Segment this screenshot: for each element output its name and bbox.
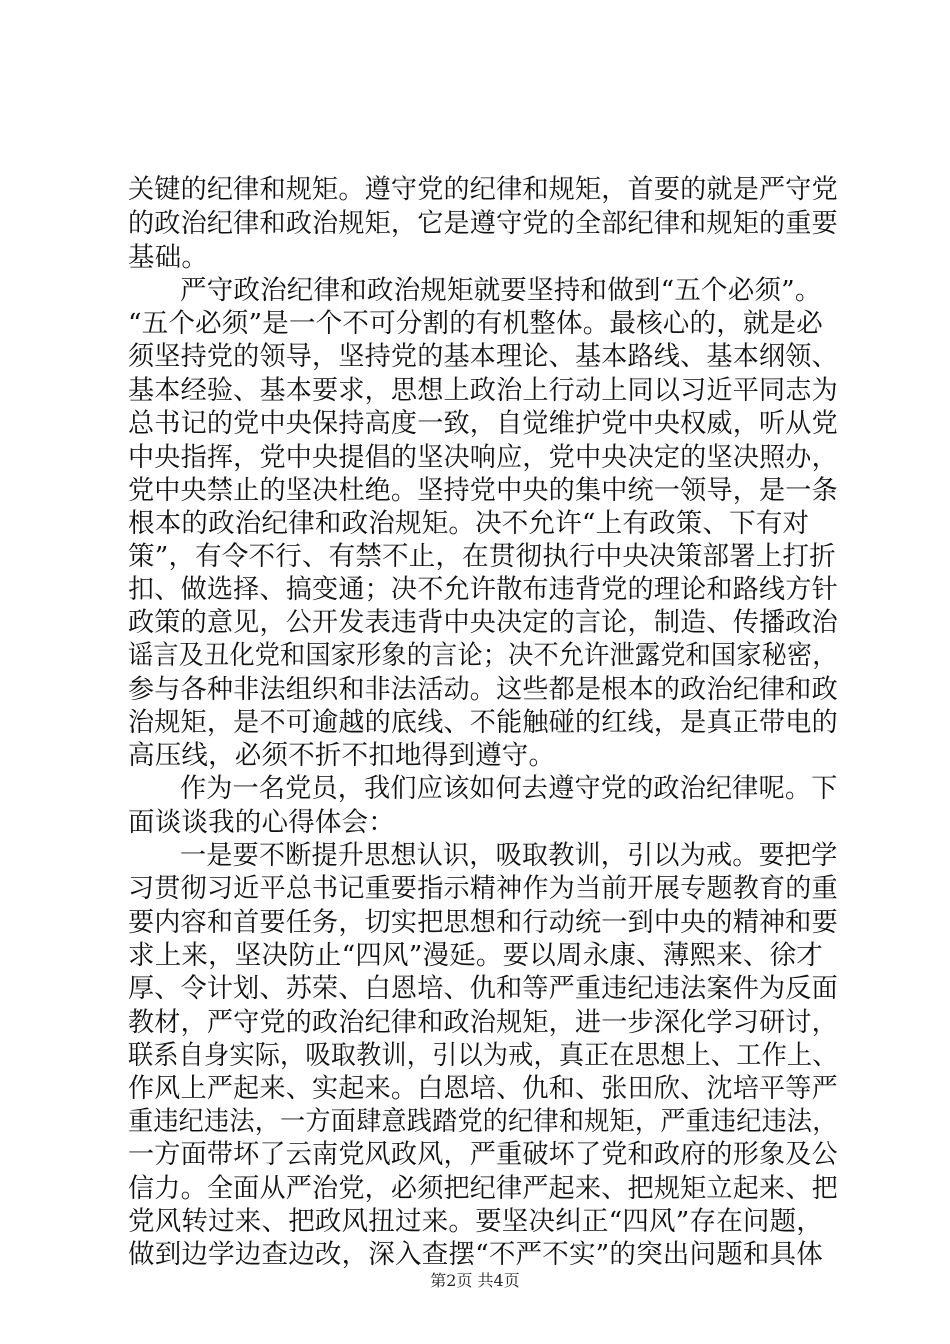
text-line: 党风转过来、把政风扭过来。要坚决纠正“四风”存在问题， (128, 1206, 823, 1237)
paragraph-start-line: 一是要不断提升思想认识，吸取教训，引以为戒。要把学 (180, 840, 838, 871)
text-line: 联系自身实际，吸取教训，引以为戒，真正在思想上、工作上、 (128, 1040, 838, 1071)
text-line: 谣言及丑化党和国家形象的言论；决不允许泄露党和国家秘密， (128, 640, 838, 671)
text-line: 扣、做选择、搞变通；决不允许散布违背党的理论和路线方针 (128, 574, 838, 605)
page-number-footer: 第2页 共4页 (430, 1271, 520, 1290)
paragraph-start-line: 作为一名党员，我们应该如何去遵守党的政治纪律呢。下 (180, 773, 838, 804)
text-line: 总书记的党中央保持高度一致，自觉维护党中央权威，听从党 (128, 408, 838, 439)
text-line: 习贯彻习近平总书记重要指示精神作为当前开展专题教育的重 (128, 873, 838, 904)
text-line: 厚、令计划、苏荣、白恩培、仇和等严重违纪违法案件为反面 (128, 973, 838, 1004)
text-line: 策”，有令不行、有禁不止，在贯彻执行中央决策部署上打折 (128, 541, 836, 572)
paragraph-start-line: 严守政治纪律和政治规矩就要坚持和做到“五个必须”。 (180, 275, 822, 306)
text-line: 政策的意见，公开发表违背中央决定的言论，制造、传播政治 (128, 607, 838, 638)
text-line: 重违纪违法，一方面肆意践踏党的纪律和规矩，严重违纪违法， (128, 1106, 838, 1137)
text-line: 基本经验、基本要求，思想上政治上行动上同以习近平同志为 (128, 375, 838, 406)
text-line: 根本的政治纪律和政治规矩。决不允许“上有政策、下有对 (128, 508, 810, 539)
text-line: 教材，严守党的政治纪律和政治规矩，进一步深化学习研讨， (128, 1007, 838, 1038)
text-line: 党中央禁止的坚决杜绝。坚持党中央的集中统一领导，是一条 (128, 475, 838, 506)
text-line: 关键的纪律和规矩。遵守党的纪律和规矩，首要的就是严守党 (128, 174, 838, 205)
text-line: 信力。全面从严治党，必须把纪律严起来、把规矩立起来、把 (128, 1173, 838, 1204)
text-line: 求上来，坚决防止“四风”漫延。要以周永康、薄熙来、徐才 (128, 940, 823, 971)
text-line: 须坚持党的领导，坚持党的基本理论、基本路线、基本纲领、 (128, 341, 838, 372)
text-line: 做到边学边查边改，深入查摆“不严不实”的突出问题和具体 (128, 1239, 823, 1270)
text-line: 面谈谈我的心得体会： (128, 807, 395, 838)
text-line: 高压线，必须不折不扣地得到遵守。 (128, 740, 556, 771)
text-line: 基础。 (128, 242, 209, 273)
text-line: 参与各种非法组织和非法活动。这些都是根本的政治纪律和政 (128, 674, 838, 705)
text-line: 治规矩，是不可逾越的底线、不能触碰的红线，是真正带电的 (128, 707, 838, 738)
text-line: 的政治纪律和政治规矩，它是遵守党的全部纪律和规矩的重要 (128, 208, 838, 239)
text-line: 作风上严起来、实起来。白恩培、仇和、张田欣、沈培平等严 (128, 1073, 838, 1104)
text-line: 一方面带坏了云南党风政风，严重破坏了党和政府的形象及公 (128, 1139, 838, 1170)
text-line: “五个必须”是一个不可分割的有机整体。最核心的，就是必 (128, 308, 823, 339)
text-line: 中央指挥，党中央提倡的坚决响应，党中央决定的坚决照办， (128, 442, 838, 473)
text-line: 要内容和首要任务，切实把思想和行动统一到中央的精神和要 (128, 907, 838, 938)
